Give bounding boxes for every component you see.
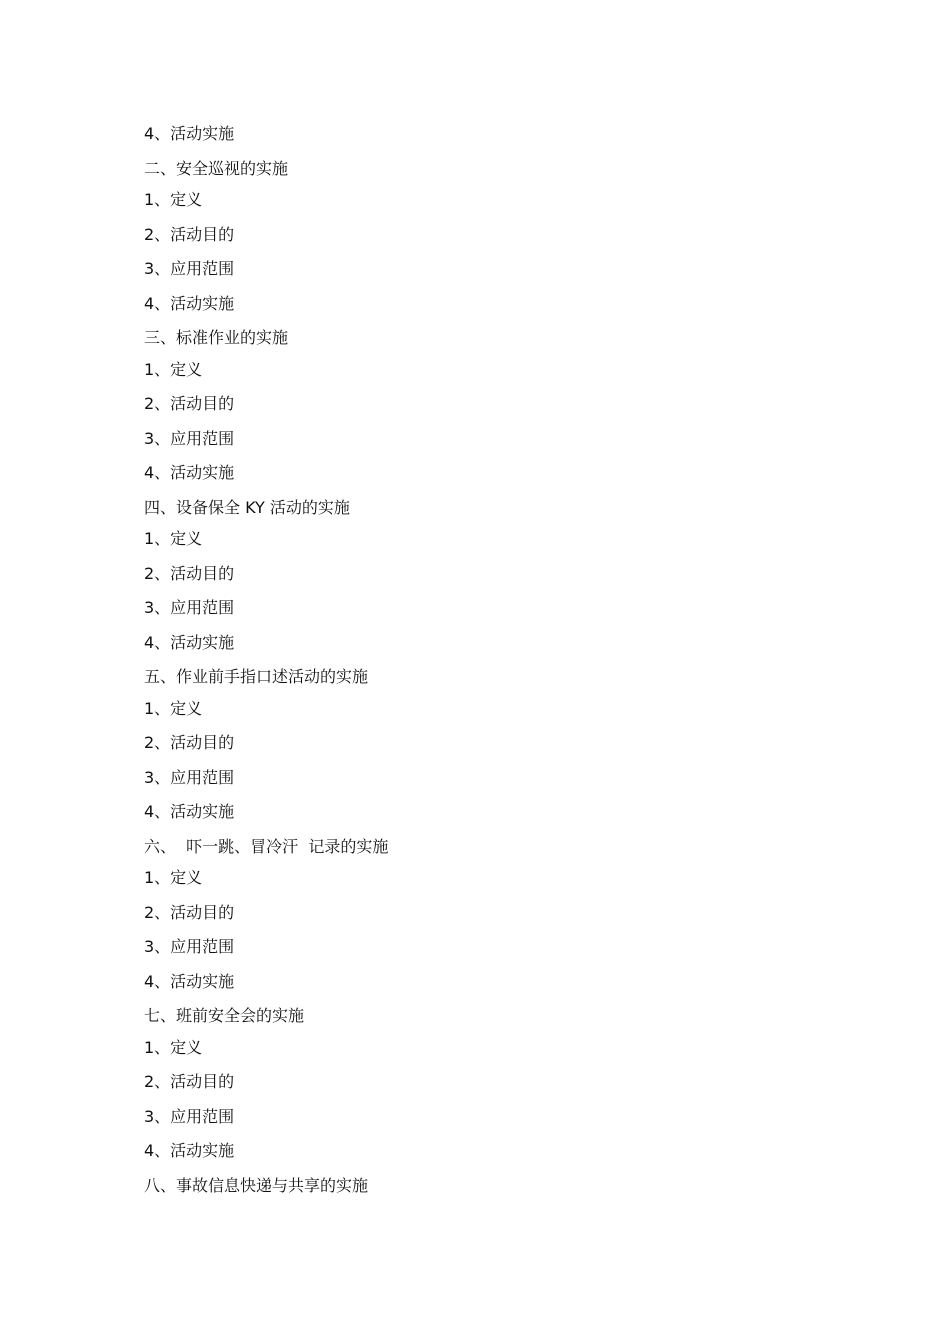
- section-heading: 三、标准作业的实施: [144, 328, 289, 347]
- outline-item: 2、活动目的: [144, 902, 235, 922]
- section-heading: 七、班前安全会的实施: [144, 1006, 305, 1025]
- outline-item: 1、定义: [144, 1037, 203, 1057]
- outline-item: 4、活动实施: [144, 1141, 235, 1160]
- outline-item: 4、活动实施: [144, 632, 235, 652]
- outline-item: 2、活动目的: [144, 224, 235, 244]
- outline-item: 3、应用范围: [144, 937, 235, 956]
- outline-item: 1、定义: [144, 359, 203, 379]
- outline-item: 4、活动实施: [144, 463, 235, 482]
- outline-list: [144, 124, 844, 1207]
- outline-item: 3、应用范围: [144, 598, 235, 617]
- section-heading: 四、设备保全 KY 活动的实施: [144, 497, 350, 517]
- outline-item: 1、定义: [144, 190, 203, 209]
- outline-item: 4、活动实施: [144, 124, 235, 143]
- outline-item: 2、活动目的: [144, 394, 235, 413]
- outline-item: 3、应用范围: [144, 1106, 235, 1126]
- outline-item: 2、活动目的: [144, 563, 235, 583]
- outline-item: 1、定义: [144, 868, 203, 887]
- outline-item: 2、活动目的: [144, 1072, 235, 1091]
- outline-item: 1、定义: [144, 698, 203, 718]
- section-heading: 五、作业前手指口述活动的实施: [144, 667, 369, 686]
- outline-item: 4、活动实施: [144, 971, 235, 991]
- outline-item: 1、定义: [144, 529, 203, 548]
- section-heading: 六、 吓一跳、冒冷汗 记录的实施: [144, 836, 389, 856]
- outline-item: 3、应用范围: [144, 428, 235, 448]
- outline-item: 3、应用范围: [144, 259, 235, 278]
- outline-item: 4、活动实施: [144, 802, 235, 821]
- outline-item: 4、活动实施: [144, 293, 235, 313]
- outline-item: 3、应用范围: [144, 767, 235, 787]
- section-heading: 二、安全巡视的实施: [144, 158, 289, 178]
- outline-item: 2、活动目的: [144, 733, 235, 752]
- section-heading: 八、事故信息快递与共享的实施: [144, 1175, 369, 1195]
